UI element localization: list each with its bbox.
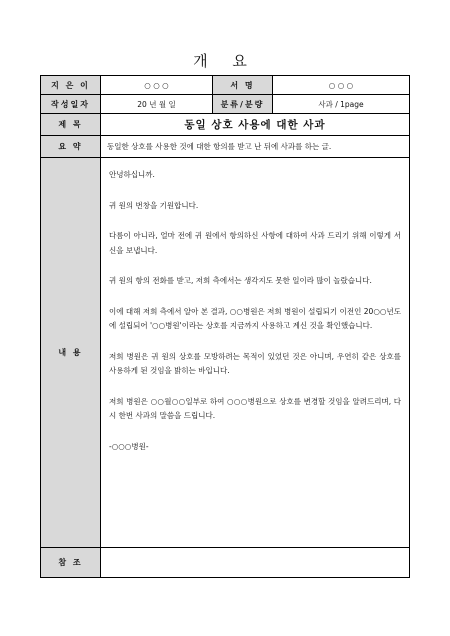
signature-label: 서 명 <box>213 76 273 94</box>
content-paragraph: 귀 원의 항의 전화를 받고, 저희 측에서는 생각지도 못한 일이라 많이 놀랐습니다. <box>109 276 372 285</box>
subject-row <box>41 114 409 136</box>
category-label: 분류/분량 <box>213 95 273 113</box>
date-row <box>41 95 409 114</box>
author-value: ○ ○ ○ <box>101 76 213 94</box>
content-paragraph: 다름이 아니라, 얼마 전에 귀 원에서 항의하신 사항에 대하여 사과 드리기 위해 이렇게 서신을 보냅니다. <box>109 231 401 255</box>
content-paragraph: 귀 원의 번창을 기원합니다. <box>109 200 199 210</box>
date-value: 20 년 월 일 <box>101 95 213 113</box>
content-signoff: -○○○병원- <box>109 441 149 451</box>
document-title: 개 요 <box>193 52 257 70</box>
date-label: 작성일자 <box>41 95 101 113</box>
author-label: 지 은 이 <box>41 76 101 94</box>
summary-table <box>40 75 410 578</box>
content-paragraph: 이에 대해 저희 측에서 알아 본 결과, ○○병원은 저희 병원이 설립되기 이전인 20○○년도에 설립되어 '○○병원'이라는 상호를 지금까지 사용하고 계신 것을 확인했습니다. <box>109 306 401 330</box>
author-row <box>41 76 409 95</box>
reference-label: 참 조 <box>41 548 101 577</box>
subject-value: 동일 상호 사용에 대한 사과 <box>184 119 326 131</box>
reference-value <box>101 548 409 577</box>
summary-row <box>41 136 409 158</box>
reference-row <box>41 548 409 577</box>
content-paragraph: 저희 병원은 ○○월○○일부로 하여 ○○○병원으로 상호를 변경할 것임을 알려드리며, 다시 한번 사과의 말씀을 드립니다. <box>109 396 401 420</box>
content-row <box>41 158 409 548</box>
content-label: 내 용 <box>41 158 101 547</box>
content-paragraph: 저희 병원은 귀 원의 상호를 모방하려는 목적이 있었던 것은 아니며, 우연히 같은 상호를 사용하게 된 것임을 밝히는 바입니다. <box>109 351 401 375</box>
content-body <box>101 158 409 547</box>
subject-label: 제 목 <box>41 114 101 135</box>
category-value: 사과 / 1page <box>318 99 364 109</box>
signature-value: ○ ○ ○ <box>328 80 354 90</box>
content-paragraph: 안녕하십니까. <box>109 170 155 179</box>
summary-label: 요 약 <box>41 136 101 157</box>
summary-value: 동일한 상호를 사용한 것에 대한 항의를 받고 난 뒤에 사과를 하는 글. <box>107 142 332 151</box>
